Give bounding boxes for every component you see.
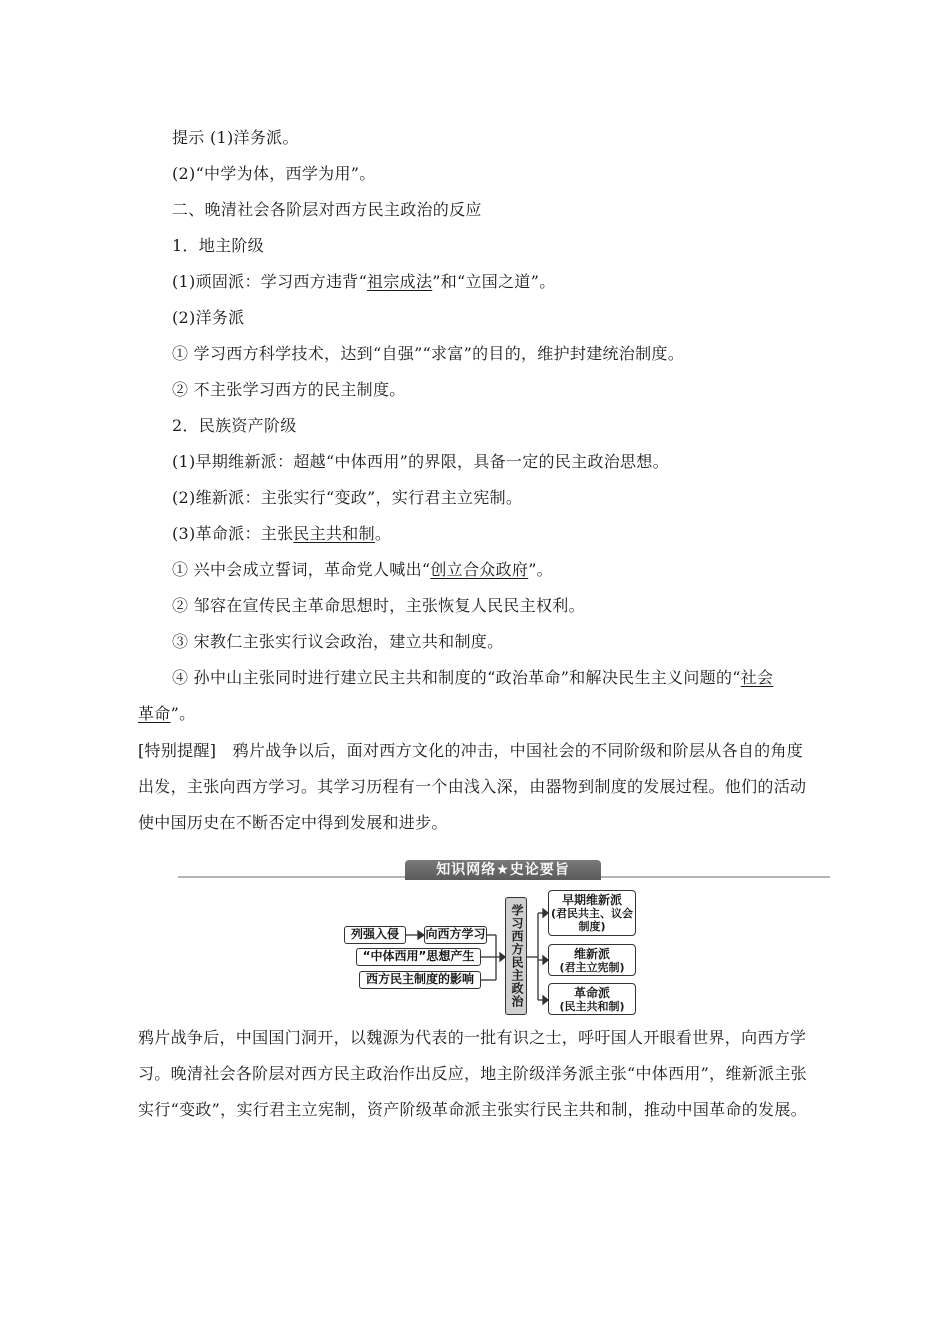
reformers-box: 维新派 (君主立宪制)	[548, 944, 636, 976]
cause-zhongti-xiyong: “中体西用”思想产生	[356, 948, 481, 966]
sun-yatsen-line-cont: 革命”。	[138, 704, 196, 723]
reformers-line: (2)维新派：主张实行“变政”，实行君主立宪制。	[172, 488, 523, 507]
cause-foreign-invasion: 列强入侵	[344, 926, 406, 944]
summary-paragraph: 鸦片战争后，中国国门洞开，以魏源为代表的一批有识之士，呼吁国人开眼看世界，向西方学习。晚清社会各阶层对西方民主政治作出反应，地主阶级洋务派主张“中体西用”，维新派主张实行“变政”，实行君主立宪制，资产阶级革命派主张实行民主共和制，推动中国革命的发展。	[138, 1028, 807, 1119]
westernization-heading: (2)洋务派	[172, 308, 245, 327]
zou-rong-line: ② 邹容在宣传民主革命思想时，主张恢复人民民主权利。	[172, 596, 585, 615]
hint-line-2: (2)“中学为体，西学为用”。	[172, 164, 376, 183]
early-reformers-line: (1)早期维新派：超越“中体西用”的界限，具备一定的民主政治思想。	[172, 452, 669, 471]
revolutionaries-box: 革命派 (民主共和制)	[548, 983, 636, 1015]
diehard-line: (1)顽固派：学习西方违背“祖宗成法”和“立国之道”。	[172, 272, 556, 291]
westernization-point-2: ② 不主张学习西方的民主制度。	[172, 380, 406, 399]
subheading-bourgeoisie: 2．民族资产阶级	[172, 416, 297, 435]
learn-from-west: 向西方学习	[424, 926, 487, 944]
subheading-landlord: 1．地主阶级	[172, 236, 264, 255]
revive-china-line: ① 兴中会成立誓词，革命党人喊出“创立合众政府”。	[172, 560, 553, 579]
hint-line: 提示 (1)洋务派。	[172, 128, 299, 147]
section-heading: 二、晚清社会各阶层对西方民主政治的反应	[172, 200, 482, 219]
knowledge-network-banner: 知识网络★史论要旨	[405, 860, 601, 880]
westernization-point-1: ① 学习西方科学技术，达到“自强”“求富”的目的，维护封建统治制度。	[172, 344, 685, 363]
special-reminder: [特别提醒] 鸦片战争以后，面对西方文化的冲击，中国社会的不同阶级和阶层从各自的角度出发，主张向西方学习。其学习历程有一个由浅入深，由器物到制度的发展过程。他们的活动使中国历史在不断否定中得到发展和进步。	[138, 741, 807, 832]
cause-western-democracy: 西方民主制度的影响	[359, 971, 481, 989]
early-reformers-box: 早期维新派 (君民共主、议会制度)	[548, 890, 636, 936]
sun-yatsen-line: ④ 孙中山主张同时进行建立民主共和制度的“政治革命”和解决民生主义问题的“社会	[172, 668, 774, 687]
revolutionaries-line: (3)革命派：主张民主共和制。	[172, 524, 392, 543]
center-learn-western-politics: 学习西方民主政治	[505, 897, 527, 1015]
song-jiaoren-line: ③ 宋教仁主张实行议会政治，建立共和制度。	[172, 632, 504, 651]
